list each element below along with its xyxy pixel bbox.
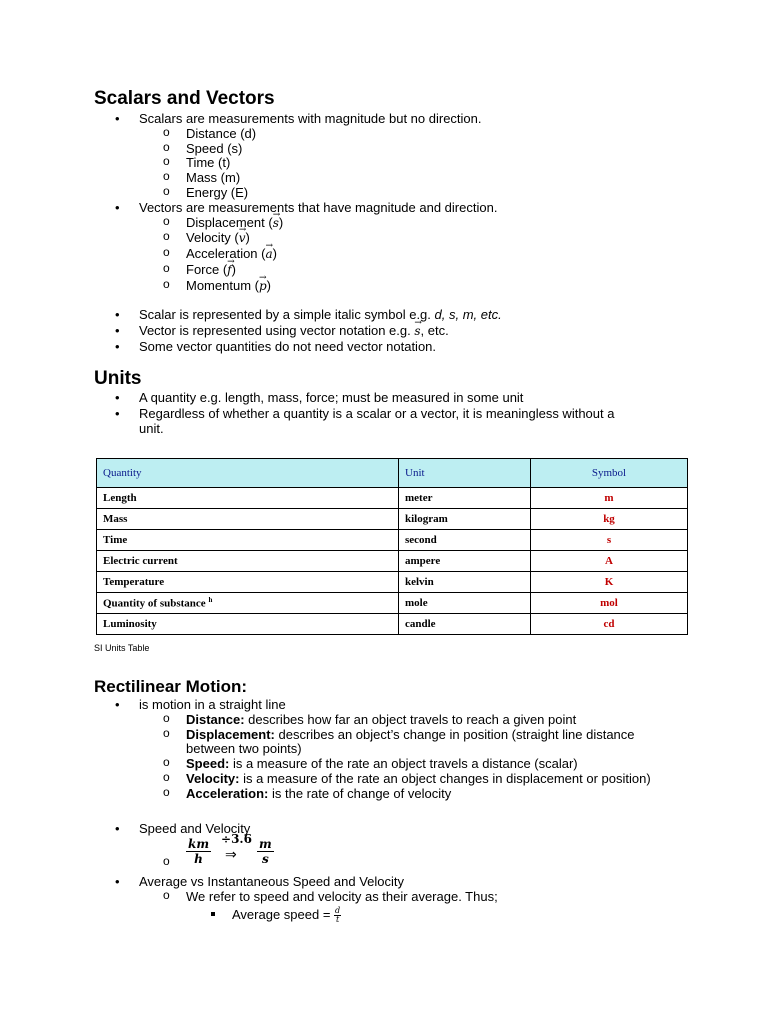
cell-unit: kilogram bbox=[399, 509, 531, 530]
cell-quantity: Electric current bbox=[97, 551, 399, 572]
table-row bbox=[97, 509, 688, 530]
vector-item: o Velocity (v →) bbox=[186, 230, 250, 246]
scalar-item: o Speed (s) bbox=[186, 141, 242, 156]
note-scalar-symbol: • Scalar is represented by a simple italic symbol e.g. d, s, m, etc. bbox=[139, 307, 502, 322]
cell-unit: second bbox=[399, 530, 531, 551]
note-vector-notation: • Vector is represented using vector notation e.g. s →, etc. bbox=[139, 323, 449, 339]
cell-unit: mole bbox=[399, 593, 531, 614]
cell-quantity: Temperature bbox=[97, 572, 399, 593]
scalar-item: o Time (t) bbox=[186, 155, 230, 170]
cell-unit: kelvin bbox=[399, 572, 531, 593]
conversion-arrow: ÷3.6 ⇒ bbox=[221, 832, 252, 862]
fraction-d-t: $\frac{d}{t}$ bbox=[335, 906, 341, 925]
definition-item: o Distance: describes how far an object travels to reach a given point bbox=[186, 712, 576, 727]
cell-symbol: A bbox=[531, 551, 688, 572]
table-row bbox=[97, 530, 688, 551]
table-row bbox=[97, 488, 688, 509]
vector-item: o Momentum (p →) bbox=[186, 278, 271, 294]
cell-unit: ampere bbox=[399, 551, 531, 572]
definition-item-continued: between two points) bbox=[186, 741, 302, 756]
units-point-continued: unit. bbox=[139, 421, 164, 436]
units-point: • A quantity e.g. length, mass, force; must be measured in some unit bbox=[139, 390, 523, 405]
scalar-item: o Energy (E) bbox=[186, 185, 248, 200]
heading-rectilinear-motion: Rectilinear Motion: bbox=[94, 677, 248, 696]
speed-velocity-bullet: • Speed and Velocity bbox=[139, 821, 250, 836]
vector-item: o Force (f →) bbox=[186, 262, 236, 278]
cell-symbol: kg bbox=[531, 509, 688, 530]
heading-units: Units bbox=[94, 368, 142, 389]
bullet-scalar-def: • Scalars are measurements with magnitude but no direction. bbox=[139, 111, 482, 126]
table-row bbox=[97, 551, 688, 572]
fraction-m-s: $\frac{m}{s}$ bbox=[259, 836, 272, 866]
definition-item: o Displacement: describes an object’s change in position (straight line distance bbox=[186, 727, 635, 742]
si-units-table bbox=[96, 458, 688, 635]
heading-scalars-vectors: Scalars and Vectors bbox=[94, 88, 275, 109]
cell-symbol: mol bbox=[531, 593, 688, 614]
header-unit: Unit bbox=[399, 459, 531, 488]
vector-item: o Displacement (s →) bbox=[186, 215, 283, 231]
cell-quantity: Mass bbox=[97, 509, 399, 530]
cell-unit: meter bbox=[399, 488, 531, 509]
cell-unit: candle bbox=[399, 614, 531, 635]
vector-item: o Acceleration (a →) bbox=[186, 246, 277, 262]
note-no-notation: • Some vector quantities do not need vector notation. bbox=[139, 339, 436, 354]
cell-quantity: Luminosity bbox=[97, 614, 399, 635]
table-header-row bbox=[97, 459, 688, 488]
scalar-item: o Mass (m) bbox=[186, 170, 240, 185]
fraction-km-h: $\frac{km}{h}$ bbox=[188, 836, 210, 866]
cell-quantity: Time bbox=[97, 530, 399, 551]
definition-item: o Velocity: is a measure of the rate an object changes in displacement or position) bbox=[186, 771, 651, 786]
bullet-vector-def: • Vectors are measurements that have magnitude and direction. bbox=[139, 200, 497, 215]
table-row bbox=[97, 614, 688, 635]
table-row bbox=[97, 572, 688, 593]
cell-symbol: m bbox=[531, 488, 688, 509]
avg-speed-formula: Average speed = $\frac{d}{t}$ bbox=[232, 906, 341, 925]
header-quantity: Quantity bbox=[97, 459, 399, 488]
cell-quantity: Quantity of substance $^h$ bbox=[97, 593, 399, 614]
cell-symbol: K bbox=[531, 572, 688, 593]
avg-sub-item: o We refer to speed and velocity as their average. Thus; bbox=[186, 889, 498, 904]
avg-vs-instant-bullet: • Average vs Instantaneous Speed and Velocity bbox=[139, 874, 404, 889]
units-point: • Regardless of whether a quantity is a scalar or a vector, it is meaningless without a bbox=[139, 406, 614, 421]
definition-item: o Acceleration: is the rate of change of velocity bbox=[186, 786, 451, 801]
unit-conversion bbox=[186, 832, 274, 866]
scalar-item: o Distance (d) bbox=[186, 126, 256, 141]
table-row bbox=[97, 593, 688, 614]
header-symbol: Symbol bbox=[531, 459, 688, 488]
cell-quantity: Length bbox=[97, 488, 399, 509]
footnote-mark: h bbox=[208, 596, 213, 605]
definition-item: o Speed: is a measure of the rate an object travels a distance (scalar) bbox=[186, 756, 578, 771]
cell-symbol: cd bbox=[531, 614, 688, 635]
rect-intro: • is motion in a straight line bbox=[139, 697, 286, 712]
cell-symbol: s bbox=[531, 530, 688, 551]
table-caption: SI Units Table bbox=[94, 643, 150, 653]
